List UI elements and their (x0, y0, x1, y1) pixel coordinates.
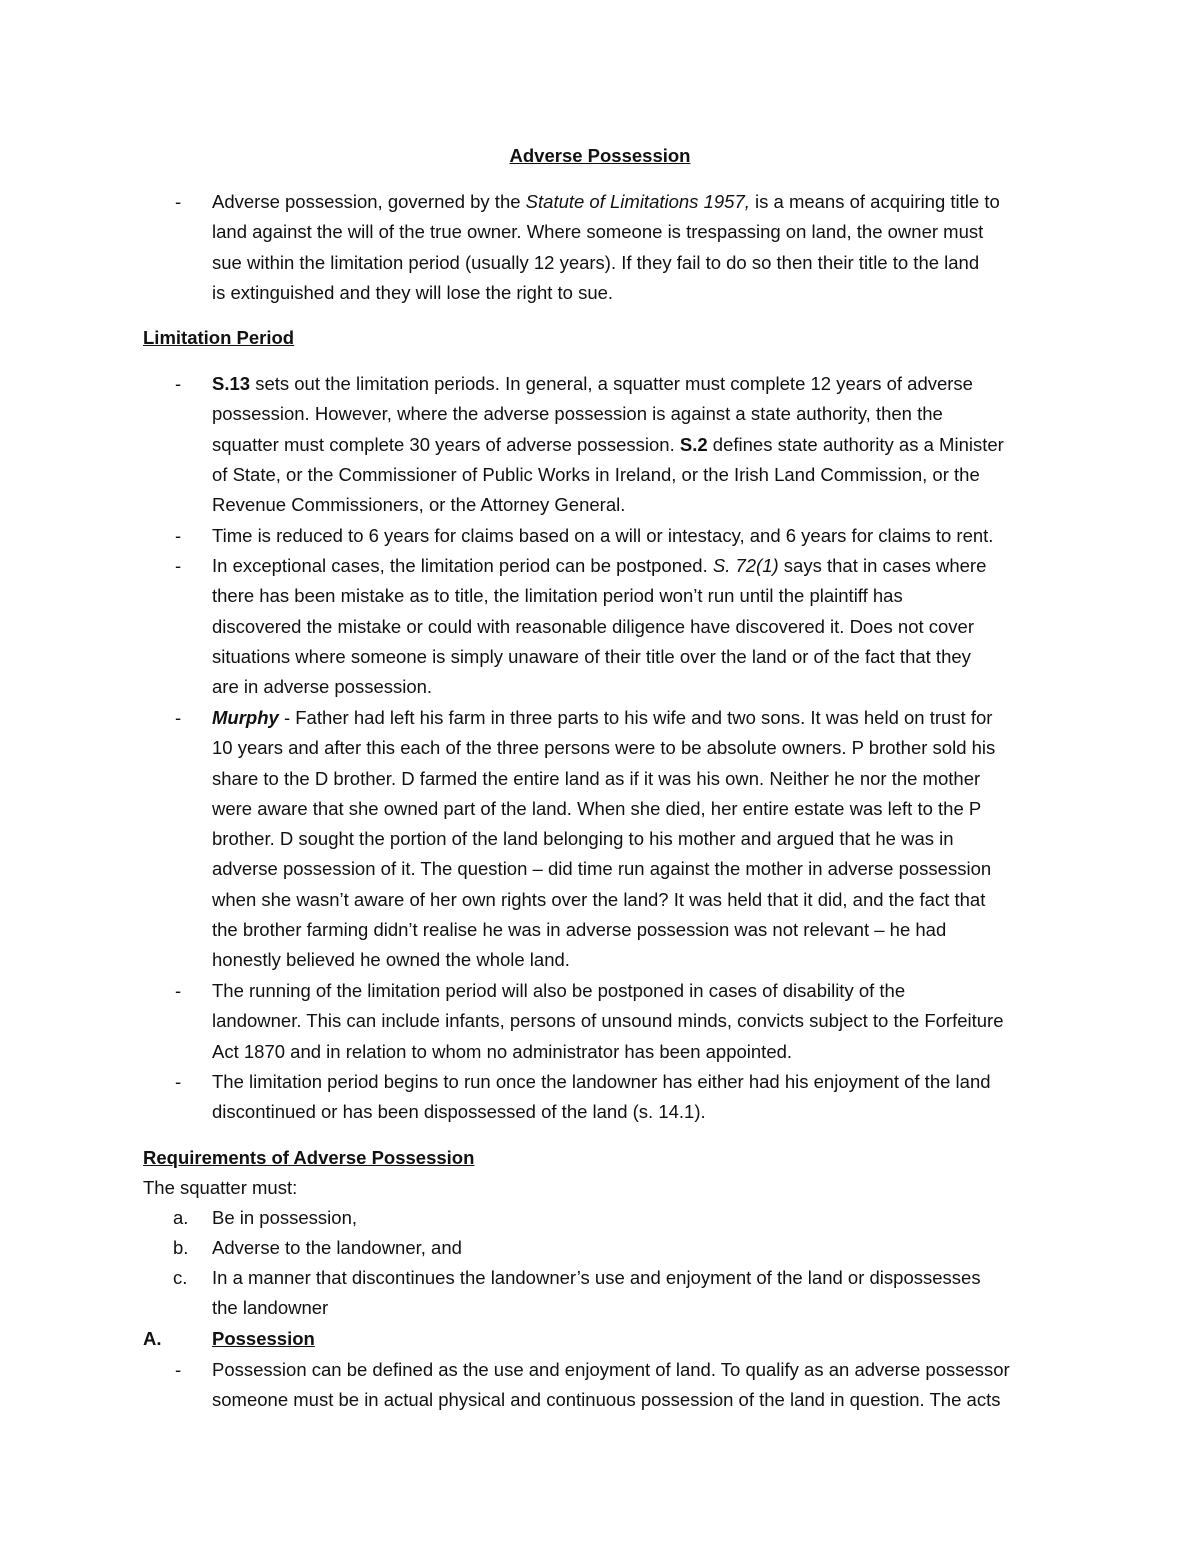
limitation-bullet (143, 551, 1063, 702)
case-name: Murphy (212, 707, 279, 728)
list-marker: b. (173, 1237, 189, 1258)
requirements-intro: The squatter must: (143, 1177, 298, 1198)
limitation-bullet (143, 703, 1063, 976)
bullet-dash: - (175, 373, 182, 394)
requirement-item (143, 1263, 1063, 1324)
requirement-item (143, 1233, 1063, 1263)
requirement-text (212, 1233, 1063, 1263)
text-line: there has been mistake as to title, the limitation period won’t run until the plaintiff has (212, 585, 903, 607)
text-line: of State, or the Commissioner of Public Works in Ireland, or the Irish Land Commission, or the (212, 463, 980, 485)
text-line: 10 years and after this each of the three persons were to be absolute owners. P brother sold his (212, 737, 996, 759)
bullet-dash: - (175, 525, 182, 546)
text-line: Act 1870 and in relation to whom no administrator has been appointed. (212, 1040, 793, 1062)
section-marker: A. (143, 1328, 162, 1349)
limitation-bullet-text (212, 703, 1063, 976)
text-line: Adverse to the landowner, and (212, 1237, 462, 1258)
bold-reference: S.13 (212, 373, 251, 394)
text-line: were aware that she owned part of the land. When she died, her entire estate was left to the P (212, 797, 982, 819)
text-line: In a manner that discontinues the landowner’s use and enjoyment of the land or dispossesses (212, 1267, 981, 1288)
limitation-bullet-text (212, 369, 1063, 520)
limitation-bullet (143, 521, 1063, 551)
text-line: the brother farming didn’t realise he was in adverse possession was not relevant – he had (212, 919, 947, 941)
text-line: S.13 sets out the limitation periods. In general, a squatter must complete 12 years of adverse (212, 373, 973, 394)
text-line: share to the D brother. D farmed the entire land as if it was his own. Neither he nor the mother (212, 767, 981, 789)
text-line: landowner. This can include infants, persons of unsound minds, convicts subject to the Forfeiture (212, 1010, 1004, 1032)
section-heading-requirements: Requirements of Adverse Possession (143, 1147, 475, 1168)
bullet-dash: - (175, 191, 182, 212)
limitation-bullet-text (212, 521, 1063, 551)
text-line: the landowner (212, 1297, 329, 1319)
text-line: Possession can be defined as the use and enjoyment of land. To qualify as an adverse possessor (212, 1359, 1010, 1380)
bullet-dash: - (175, 980, 182, 1001)
text-line: sue within the limitation period (usually 12 years). If they fail to do so then their title to the land (212, 251, 980, 273)
text-line: Murphy - Father had left his farm in three parts to his wife and two sons. It was held on trust for (212, 707, 993, 728)
text-line: someone must be in actual physical and continuous possession of the land in question. The acts (212, 1389, 1001, 1411)
text-line: discontinued or has been dispossessed of the land (s. 14.1). (212, 1101, 706, 1123)
limitation-bullet (143, 1067, 1063, 1128)
limitation-bullet-text (212, 551, 1063, 702)
text-line: is extinguished and they will lose the right to sue. (212, 281, 614, 303)
document-title: Adverse Possession (509, 145, 691, 166)
bullet-dash: - (175, 555, 182, 576)
limitation-bullet (143, 369, 1063, 520)
list-marker: c. (173, 1267, 188, 1288)
text-line: Adverse possession, governed by the Statute of Limitations 1957, is a means of acquiring title to (212, 191, 1000, 212)
intro-text (212, 187, 1063, 308)
text-line: Time is reduced to 6 years for claims based on a will or intestacy, and 6 years for claims to rent. (212, 525, 994, 546)
requirement-item (143, 1203, 1063, 1233)
bold-reference: S.2 (679, 433, 708, 455)
text-line: are in adverse possession. (212, 676, 433, 698)
possession-bullet (143, 1355, 1063, 1416)
requirement-text (212, 1263, 1063, 1324)
bullet-dash: - (175, 707, 182, 728)
text-line: land against the will of the true owner. Where someone is trespassing on land, the owner must (212, 221, 984, 243)
bullet-dash: - (175, 1071, 182, 1092)
limitation-bullet-text (212, 976, 1063, 1067)
text-line: Revenue Commissioners, or the Attorney General. (212, 494, 626, 516)
text-line: Be in possession, (212, 1207, 358, 1228)
limitation-bullet-text (212, 1067, 1063, 1128)
text-line: The limitation period begins to run once the landowner has either had his enjoyment of the land (212, 1071, 991, 1092)
bullet-dash: - (175, 1359, 182, 1380)
text-line: brother. D sought the portion of the land belonging to his mother and argued that he was in (212, 828, 954, 850)
text-line: situations where someone is simply unaware of their title over the land or of the fact that they (212, 645, 971, 667)
text-line: In exceptional cases, the limitation period can be postponed. S. 72(1) says that in cases where (212, 555, 987, 576)
section-heading-possession (143, 1324, 1063, 1354)
requirement-text (212, 1203, 1063, 1233)
text-line: possession. However, where the adverse possession is against a state authority, then the (212, 403, 943, 425)
limitation-bullet (143, 976, 1063, 1067)
possession-heading: Possession (212, 1328, 315, 1349)
text-line: squatter must complete 30 years of adverse possession. S.2 defines state authority as a Minister (212, 433, 1004, 455)
section-heading-limitation-period: Limitation Period (143, 327, 295, 348)
text-line: discovered the mistake or could with reasonable diligence have discovered it. Does not cover (212, 615, 974, 637)
text-line: adverse possession of it. The question – did time run against the mother in adverse possession (212, 858, 992, 880)
list-marker: a. (173, 1207, 189, 1228)
text-line: honestly believed he owned the whole land. (212, 949, 570, 971)
intro-bullet (143, 187, 1063, 308)
possession-bullet-text (212, 1355, 1063, 1416)
italic-reference: S. 72(1) (712, 555, 779, 576)
text-line: when she wasn’t aware of her own rights over the land? It was held that it did, and the fact that (212, 888, 986, 910)
italic-reference: Statute of Limitations 1957, (525, 191, 750, 212)
text-line: The running of the limitation period will also be postponed in cases of disability of the (212, 980, 906, 1001)
